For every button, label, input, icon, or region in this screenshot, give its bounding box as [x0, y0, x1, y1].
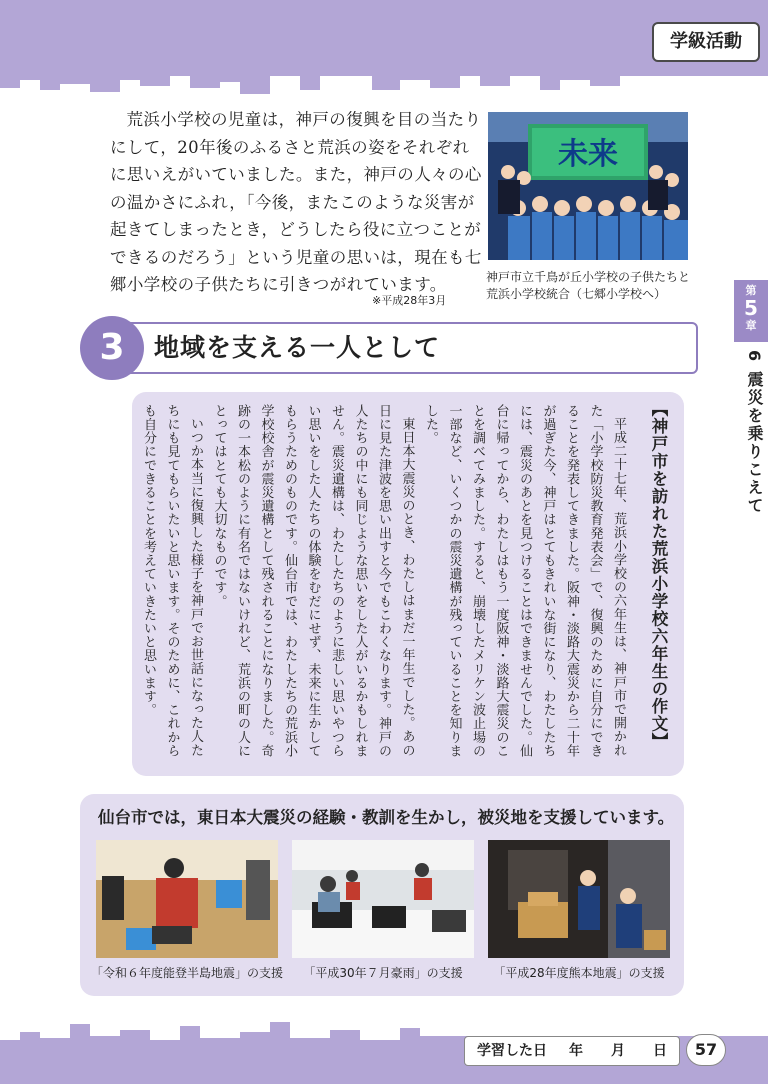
- chapter-prefix: 第: [745, 284, 757, 297]
- study-date-label: 学習した日: [477, 1043, 547, 1059]
- day-label: 日: [653, 1043, 667, 1059]
- essay-paragraph-2: 東日本大震災のとき、わたしはまだ一年生でした。あの日に見た津波を思い出すと今でもこわくなります。神戸の人たちの中にも同じような思いをした人がいるかもしれません。震災遺構は、わたしたちのように悲しい思いやつらい思いをした人たちの体験をむだにせず、未来に生かしてもらうためのものです。仙台市では、わたしたちの荒浜小学校校舎が震災遺構として残されることになりました。奇跡の一本松のように有名ではないけれど、荒浜の町の人にとってはとても大切なものです。: [211, 404, 415, 758]
- future-sign-text: 未来: [558, 137, 618, 172]
- students-group-photo: [488, 112, 688, 260]
- kumamoto-support-photo: [488, 840, 670, 958]
- study-date-box: [464, 1036, 680, 1066]
- year-label: 年: [569, 1043, 583, 1059]
- page-number: 57: [686, 1034, 726, 1066]
- kumamoto-support-caption: 「平成28年度熊本地震」の支援: [493, 966, 665, 980]
- intro-paragraph: 荒浜小学校の児童は，神戸の復興を目の当たりにして，20年後のふるさと荒浜の姿をそれぞれに思いえがいていました。また，神戸の人々の心の温かさにふれ，「今後，またこのような災害が起きてしまったとき，どうしたら役に立つことができるのだろう」という児童の思いは，現在も七郷小学校の子供たちに引きつがれています。: [110, 110, 482, 294]
- essay-title: 【神戸市を訪れた荒浜小学校六年生の作文】: [649, 400, 668, 750]
- essay-body: [141, 404, 630, 766]
- essay-paragraph-3: いつか本当に復興した様子を神戸でお世話になった人たちにも見てもらいたいと思います。そのために、これからも自分にできることを考えていきたいと思います。: [141, 404, 203, 758]
- section-title: 地域を支える一人として: [154, 333, 441, 362]
- chapter-tab: [734, 280, 768, 342]
- activity-tag: 学級活動: [652, 22, 760, 62]
- section-number-badge: 3: [80, 316, 144, 380]
- chapter-suffix: 章: [745, 319, 757, 332]
- month-label: 月: [611, 1043, 625, 1059]
- caption-line-2: 荒浜小学校統合（七郷小学校へ）: [486, 287, 667, 301]
- heavy-rain-support-caption: 「平成30年７月豪雨」の支援: [303, 966, 463, 980]
- group-photo-illustration: [488, 112, 688, 260]
- noto-support-caption: 「令和６年度能登半島地震」の支援: [90, 966, 283, 980]
- chapter-number: 5: [744, 296, 758, 320]
- intro-date-note: ※平成28年3月: [372, 294, 447, 307]
- support-title: 仙台市では，東日本大震災の経験・教訓を生かし，被災地を支援しています。: [98, 808, 675, 827]
- essay-paragraph-1: 平成二十七年、荒浜小学校の六年生は、神戸市で開かれた「小学校防災教育発表会」で、復興のために自分にできることを発表してきました。阪神・淡路大震災から二十年が過ぎた今、神戸はとてもきれいな街になり、わたしたちには、震災のあとを見つけることはできませんでした。仙台に帰ってから、わたしはもう一度阪神・淡路大震災のことを調べてみました。すると、崩壊したメリケン波止場の一部など、いくつかの震災遺構が残っていることを知りました。: [423, 404, 626, 758]
- chapter-side-title: 6 震災を乗りこえて: [745, 350, 764, 515]
- heavy-rain-support-photo: [292, 840, 474, 958]
- top-photo-caption: [486, 269, 696, 303]
- noto-support-photo: [96, 840, 278, 958]
- caption-line-1: 神戸市立千鳥が丘小学校の子供たちと: [486, 270, 691, 284]
